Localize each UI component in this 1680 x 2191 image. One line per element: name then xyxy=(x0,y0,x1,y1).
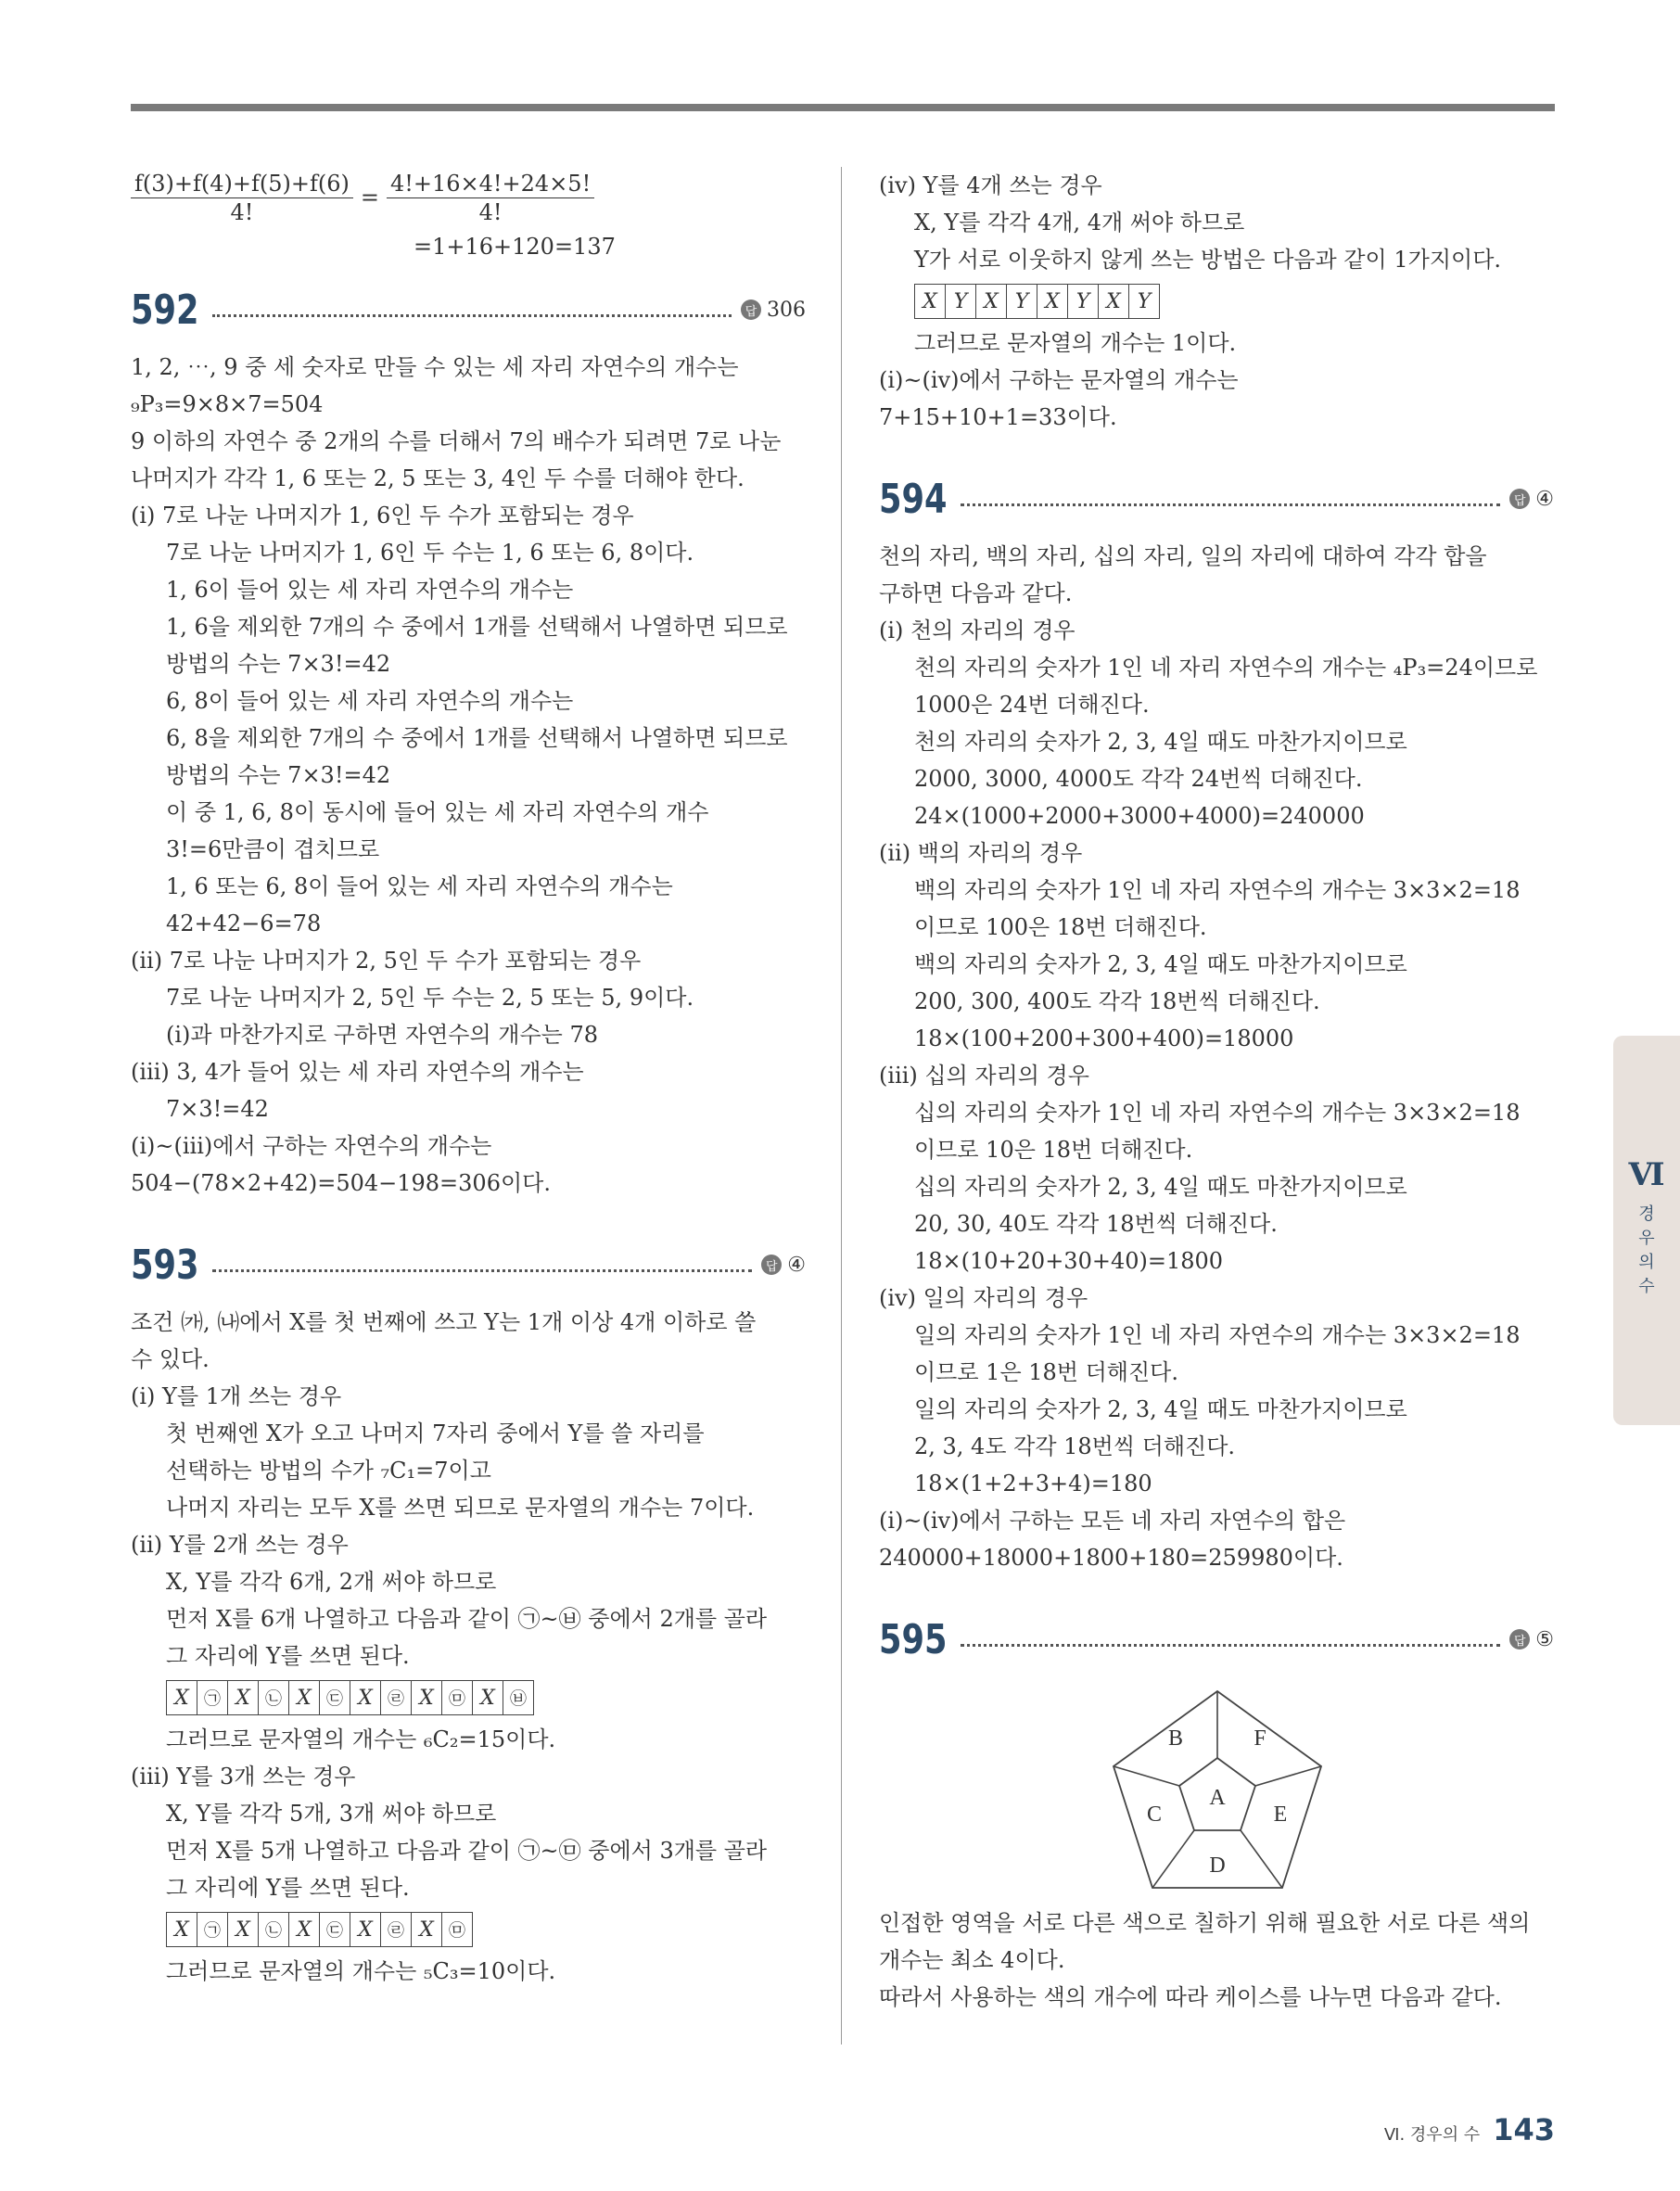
footer-chapter: Ⅵ. 경우의 수 xyxy=(1383,2125,1481,2145)
text-line: ₉P₃=9×8×7=504 xyxy=(131,391,324,417)
cell: X xyxy=(411,1912,441,1947)
text-line: 18×(1+2+3+4)=180 xyxy=(914,1471,1152,1497)
answer-icon: 답 xyxy=(1509,1629,1530,1650)
problem-header-595 xyxy=(879,1610,1554,1669)
text-line: X, Y를 각각 6개, 2개 써야 하므로 xyxy=(166,1569,497,1595)
text-line: X, Y를 각각 5개, 3개 써야 하므로 xyxy=(166,1801,497,1827)
letter-table-six xyxy=(166,1680,806,1715)
spoke xyxy=(1241,1830,1282,1888)
cell: X xyxy=(288,1912,319,1947)
letter-table-five xyxy=(166,1912,806,1947)
text-line: 방법의 수는 7×3!=42 xyxy=(166,762,391,788)
text-line: 1000은 24번 더해진다. xyxy=(914,692,1150,718)
fraction-right: $\frac{4!+16\times 4!+24\times 5!}{4!}$ xyxy=(387,170,594,226)
cell: X xyxy=(350,1912,380,1947)
text-line: (ⅰ)~(ⅳ)에서 구하는 문자열의 개수는 xyxy=(879,367,1239,393)
problem-header-592 xyxy=(131,280,806,339)
text-line: 백의 자리의 숫자가 2, 3, 4일 때도 마찬가지이므로 xyxy=(914,951,1407,977)
text-line: 먼저 X를 6개 나열하고 다음과 같이 ㉠~㉥ 중에서 2개를 골라 xyxy=(166,1606,768,1632)
top-rule xyxy=(131,104,1555,111)
text-line: 20, 30, 40도 각각 18번씩 더해진다. xyxy=(914,1211,1278,1237)
answer-badge: 답 ⑤ xyxy=(1509,1628,1554,1651)
cell: ㉥ xyxy=(503,1680,534,1715)
formula-result: =1+16+120=137 xyxy=(414,234,616,260)
cell: X xyxy=(472,1680,503,1715)
text-line: 일의 자리의 숫자가 1인 네 자리 자연수의 개수는 3×3×2=18 xyxy=(914,1322,1521,1348)
cell: ㉤ xyxy=(441,1680,472,1715)
region-label-b: B xyxy=(1167,1726,1184,1751)
text-line: (ⅰ)과 마찬가지로 구하면 자연수의 개수는 78 xyxy=(166,1022,599,1048)
text-line: 1, 2, ⋯, 9 중 세 숫자로 만들 수 있는 세 자리 자연수의 개수는 xyxy=(131,354,739,380)
text-line: 7로 나눈 나머지가 1, 6인 두 수는 1, 6 또는 6, 8이다. xyxy=(166,540,694,566)
region-label-c: C xyxy=(1146,1802,1163,1827)
cell: X xyxy=(166,1912,197,1947)
spoke xyxy=(1152,1830,1194,1888)
dotted-leader xyxy=(212,314,732,317)
text-line: Y가 서로 이웃하지 않게 쓰는 방법은 다음과 같이 1가지이다. xyxy=(914,247,1502,273)
text-line: 1, 6 또는 6, 8이 들어 있는 세 자리 자연수의 개수는 xyxy=(166,873,673,899)
text-line: 인접한 영역을 서로 다른 색으로 칠하기 위해 필요한 서로 다른 색의 xyxy=(879,1910,1531,1936)
cell: ㉢ xyxy=(319,1912,350,1947)
text-line: 240000+18000+1800+180=259980이다. xyxy=(879,1545,1343,1571)
cell: ㉡ xyxy=(258,1912,288,1947)
letter-table-alternating xyxy=(914,284,1554,319)
text-line: 구하면 다음과 같다. xyxy=(879,580,1073,606)
text-line: 천의 자리의 숫자가 2, 3, 4일 때도 마찬가지이므로 xyxy=(914,729,1407,755)
solution-592 xyxy=(131,349,806,1202)
cell: Y xyxy=(1067,284,1098,319)
text-line: 그 자리에 Y를 쓰면 된다. xyxy=(166,1643,410,1669)
text-line: 504−(78×2+42)=504−198=306이다. xyxy=(131,1170,551,1196)
page-footer xyxy=(1384,2112,1555,2147)
case-heading: (ⅲ) 3, 4가 들어 있는 세 자리 자연수의 개수는 xyxy=(131,1059,584,1085)
text-line: 200, 300, 400도 각각 18번씩 더해진다. xyxy=(914,988,1320,1014)
problem-number: 592 xyxy=(131,286,199,334)
answer-badge: 답 306 xyxy=(741,299,806,322)
cell: Y xyxy=(1006,284,1037,319)
text-line: 조건 ㈎, ㈏에서 X를 첫 번째에 쓰고 Y는 1개 이상 4개 이하로 쓸 xyxy=(131,1309,757,1335)
case-heading: (ⅱ) 7로 나눈 나머지가 2, 5인 두 수가 포함되는 경우 xyxy=(131,948,642,974)
case-heading: (ⅲ) Y를 3개 쓰는 경우 xyxy=(131,1764,356,1790)
text-line: 나머지가 각각 1, 6 또는 2, 5 또는 3, 4인 두 수를 더해야 한다. xyxy=(131,465,745,491)
text-line: (ⅰ)~(ⅳ)에서 구하는 모든 네 자리 자연수의 합은 xyxy=(879,1508,1346,1534)
case-heading: (ⅱ) Y를 2개 쓰는 경우 xyxy=(131,1532,349,1558)
dotted-leader xyxy=(961,503,1500,506)
column-divider xyxy=(841,167,842,2045)
text-line: 첫 번째엔 X가 오고 나머지 7자리 중에서 Y를 쓸 자리를 xyxy=(166,1420,705,1446)
cell: X xyxy=(1098,284,1128,319)
text-line: 이 중 1, 6, 8이 동시에 들어 있는 세 자리 자연수의 개수 xyxy=(166,799,709,825)
solution-595 xyxy=(879,1904,1554,2016)
cell: X xyxy=(166,1680,197,1715)
text-line: 7+15+10+1=33이다. xyxy=(879,404,1117,430)
text-line: 그러므로 문자열의 개수는 ₆C₂=15이다. xyxy=(166,1726,556,1752)
cell: X xyxy=(411,1680,441,1715)
text-line: 3!=6만큼이 겹치므로 xyxy=(166,836,380,862)
case-heading: (ⅰ) Y를 1개 쓰는 경우 xyxy=(131,1383,342,1409)
answer-icon: 답 xyxy=(761,1255,782,1275)
answer-icon: 답 xyxy=(741,299,761,320)
text-line: 개수는 최소 4이다. xyxy=(879,1947,1065,1973)
left-column xyxy=(131,167,806,1990)
pentagon-svg xyxy=(1101,1682,1333,1895)
text-line: 7로 나눈 나머지가 2, 5인 두 수는 2, 5 또는 5, 9이다. xyxy=(166,985,694,1011)
cell: Y xyxy=(1128,284,1160,319)
cell: ㉠ xyxy=(197,1680,227,1715)
page-number: 143 xyxy=(1493,2112,1555,2147)
text-line: 천의 자리, 백의 자리, 십의 자리, 일의 자리에 대하여 각각 합을 xyxy=(879,543,1487,569)
text-line: 수 있다. xyxy=(131,1346,210,1372)
problem-number: 594 xyxy=(879,475,948,523)
case-heading: (ⅲ) 십의 자리의 경우 xyxy=(879,1063,1089,1089)
text-line: 그 자리에 Y를 쓰면 된다. xyxy=(166,1875,410,1901)
pentagon-diagram xyxy=(879,1682,1554,1899)
region-label-f: F xyxy=(1254,1726,1266,1751)
region-label-d: D xyxy=(1209,1853,1226,1878)
cell: ㉣ xyxy=(380,1912,411,1947)
cell: X xyxy=(227,1680,258,1715)
text-line: 그러므로 문자열의 개수는 1이다. xyxy=(914,330,1237,356)
region-label-a: A xyxy=(1209,1786,1226,1810)
text-line: X, Y를 각각 4개, 4개 써야 하므로 xyxy=(914,210,1245,236)
case-heading: (ⅱ) 백의 자리의 경우 xyxy=(879,840,1083,866)
cell: ㉤ xyxy=(441,1912,473,1947)
cell: X xyxy=(350,1680,380,1715)
case-heading: (ⅰ) 7로 나눈 나머지가 1, 6인 두 수가 포함되는 경우 xyxy=(131,503,634,529)
text-line: (ⅰ)~(ⅲ)에서 구하는 자연수의 개수는 xyxy=(131,1133,492,1159)
spoke xyxy=(1114,1766,1179,1786)
text-line: 6, 8이 들어 있는 세 자리 자연수의 개수는 xyxy=(166,688,574,714)
solution-594 xyxy=(879,538,1554,1576)
text-line: 십의 자리의 숫자가 2, 3, 4일 때도 마찬가지이므로 xyxy=(914,1174,1407,1200)
text-line: 이므로 1은 18번 더해진다. xyxy=(914,1359,1178,1385)
cell: Y xyxy=(945,284,975,319)
text-line: 42+42−6=78 xyxy=(166,911,322,936)
text-line: 9 이하의 자연수 중 2개의 수를 더해서 7의 배수가 되려면 7로 나눈 xyxy=(131,428,782,454)
problem-header-594 xyxy=(879,469,1554,529)
top-formula: $\frac{f(3)+f(4)+f(5)+f(6)}{4!}$ = $\frac{4!+16\times 4!+24\times 5!}{4!}$ =1+16+120=137 xyxy=(131,167,806,265)
case-heading: (ⅰ) 천의 자리의 경우 xyxy=(879,618,1075,643)
cell: X xyxy=(288,1680,319,1715)
solution-593-continued xyxy=(879,167,1554,436)
text-line: 백의 자리의 숫자가 1인 네 자리 자연수의 개수는 3×3×2=18 xyxy=(914,877,1521,903)
text-line: 18×(100+200+300+400)=18000 xyxy=(914,1025,1294,1051)
problem-header-593 xyxy=(131,1235,806,1294)
answer-badge: 답 ④ xyxy=(1509,488,1554,511)
chapter-side-tab xyxy=(1613,1036,1680,1425)
text-line: 방법의 수는 7×3!=42 xyxy=(166,651,391,677)
dotted-leader xyxy=(961,1644,1500,1647)
cell: X xyxy=(975,284,1006,319)
text-line: 이므로 100은 18번 더해진다. xyxy=(914,914,1207,940)
cell: ㉠ xyxy=(197,1912,227,1947)
dotted-leader xyxy=(212,1269,752,1272)
fraction-left: $\frac{f(3)+f(4)+f(5)+f(6)}{4!}$ xyxy=(131,170,353,226)
region-label-e: E xyxy=(1273,1802,1288,1827)
cell: X xyxy=(227,1912,258,1947)
text-line: 선택하는 방법의 수가 ₇C₁=7이고 xyxy=(166,1458,491,1484)
answer-badge: 답 ④ xyxy=(761,1254,806,1277)
cell: ㉢ xyxy=(319,1680,350,1715)
cell: ㉣ xyxy=(380,1680,411,1715)
spoke xyxy=(1255,1766,1321,1786)
problem-number: 593 xyxy=(131,1241,199,1289)
answer-icon: 답 xyxy=(1509,489,1530,509)
text-line: 7×3!=42 xyxy=(166,1096,269,1122)
problem-number: 595 xyxy=(879,1615,948,1663)
text-line: 2000, 3000, 4000도 각각 24번씩 더해진다. xyxy=(914,766,1363,792)
cell: X xyxy=(1037,284,1067,319)
case-heading: (ⅳ) Y를 4개 쓰는 경우 xyxy=(879,172,1102,198)
cell: ㉡ xyxy=(258,1680,288,1715)
chapter-roman: Ⅵ xyxy=(1628,1156,1665,1193)
text-line: 1, 6이 들어 있는 세 자리 자연수의 개수는 xyxy=(166,577,574,603)
text-line: 천의 자리의 숫자가 1인 네 자리 자연수의 개수는 ₄P₃=24이므로 xyxy=(914,655,1538,681)
text-line: 나머지 자리는 모두 X를 쓰면 되므로 문자열의 개수는 7이다. xyxy=(166,1495,755,1521)
text-line: 24×(1000+2000+3000+4000)=240000 xyxy=(914,803,1365,829)
text-line: 그러므로 문자열의 개수는 ₅C₃=10이다. xyxy=(166,1958,556,1984)
text-line: 2, 3, 4도 각각 18번씩 더해진다. xyxy=(914,1433,1236,1459)
text-line: 일의 자리의 숫자가 2, 3, 4일 때도 마찬가지이므로 xyxy=(914,1396,1407,1422)
case-heading: (ⅳ) 일의 자리의 경우 xyxy=(879,1285,1088,1311)
text-line: 18×(10+20+30+40)=1800 xyxy=(914,1248,1224,1274)
cell: X xyxy=(914,284,945,319)
text-line: 따라서 사용하는 색의 개수에 따라 케이스를 나누면 다음과 같다. xyxy=(879,1984,1502,2010)
text-line: 이므로 10은 18번 더해진다. xyxy=(914,1137,1193,1163)
text-line: 1, 6을 제외한 7개의 수 중에서 1개를 선택해서 나열하면 되므로 xyxy=(166,614,788,640)
text-line: 십의 자리의 숫자가 1인 네 자리 자연수의 개수는 3×3×2=18 xyxy=(914,1100,1521,1126)
text-line: 먼저 X를 5개 나열하고 다음과 같이 ㉠~㉤ 중에서 3개를 골라 xyxy=(166,1838,768,1864)
chapter-title-vertical: 경 우 의 수 xyxy=(1638,1204,1655,1296)
right-column xyxy=(879,167,1554,2016)
solution-593 xyxy=(131,1304,806,1990)
text-line: 6, 8을 제외한 7개의 수 중에서 1개를 선택해서 나열하면 되므로 xyxy=(166,725,788,751)
